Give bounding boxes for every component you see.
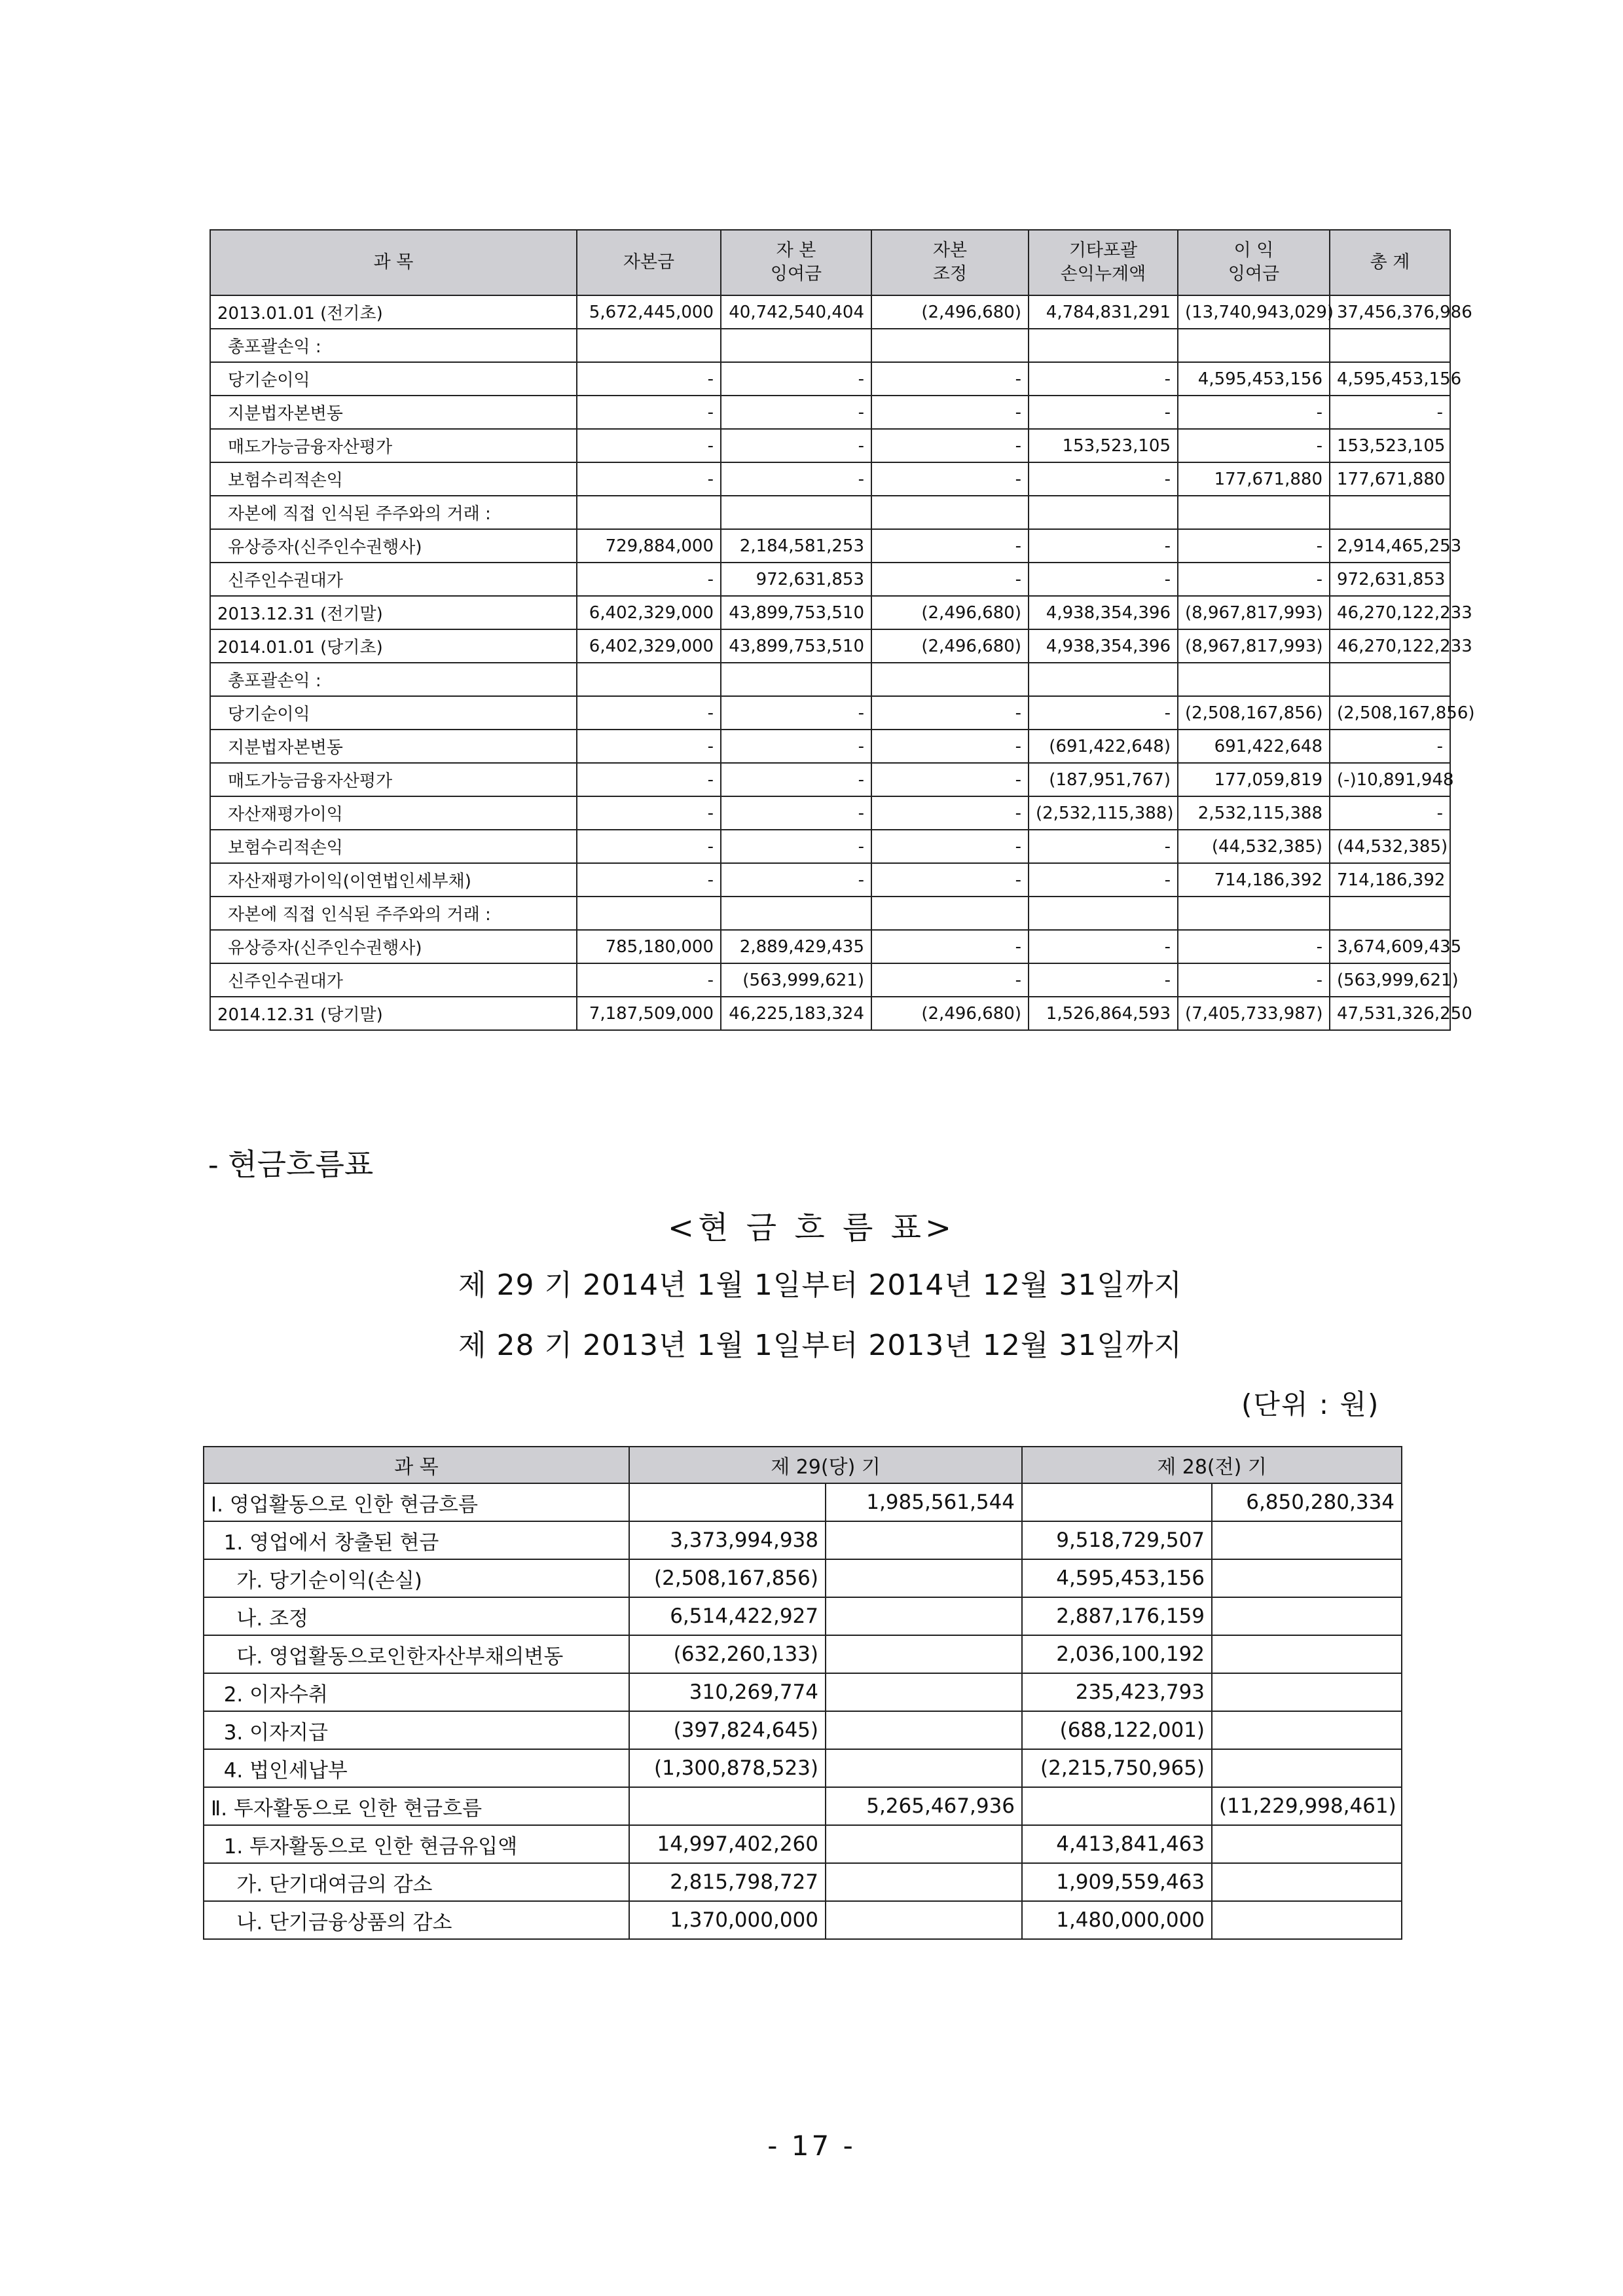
value-cell: -	[721, 362, 871, 396]
value-cell: 6,514,422,927	[629, 1597, 826, 1635]
value-cell	[1029, 897, 1178, 930]
value-cell	[629, 1787, 826, 1825]
value-cell: -	[577, 963, 721, 997]
value-cell: 177,671,880	[1178, 462, 1330, 496]
value-cell: (8,967,817,993)	[1178, 629, 1330, 663]
table-row	[210, 663, 1450, 696]
value-cell: -	[577, 696, 721, 730]
unit-label: (단위 : 원)	[1241, 1388, 1380, 1420]
value-cell: -	[871, 963, 1029, 997]
value-cell	[826, 1673, 1022, 1711]
row-label: 가. 당기순이익(손실)	[204, 1559, 629, 1597]
row-label: 자본에 직접 인식된 주주와의 거래 :	[210, 496, 577, 529]
row-label: 당기순이익	[210, 362, 577, 396]
value-cell: (688,122,001)	[1022, 1711, 1212, 1749]
value-cell: 3,373,994,938	[629, 1521, 826, 1559]
value-cell: -	[577, 563, 721, 596]
row-label: 2013.12.31 (전기말)	[210, 596, 577, 629]
equity-table-body	[210, 295, 1475, 1030]
value-cell: -	[1029, 462, 1178, 496]
value-cell: 1,370,000,000	[629, 1901, 826, 1939]
value-cell: 1,526,864,593	[1029, 997, 1178, 1030]
header-capital: 자본금	[577, 230, 721, 295]
value-cell	[826, 1559, 1022, 1597]
value-cell: -	[1029, 930, 1178, 963]
value-cell: -	[577, 396, 721, 429]
table-row	[204, 1787, 1402, 1825]
table-row	[204, 1749, 1402, 1787]
value-cell: (2,496,680)	[871, 997, 1029, 1030]
value-cell: -	[721, 396, 871, 429]
value-cell: -	[577, 763, 721, 796]
value-cell: 1,985,561,544	[826, 1483, 1022, 1521]
table-row	[204, 1825, 1402, 1863]
cf-header-current: 제 29(당) 기	[629, 1447, 1022, 1483]
value-cell	[826, 1863, 1022, 1901]
table-row	[210, 897, 1450, 930]
value-cell: -	[871, 529, 1029, 563]
value-cell: -	[1330, 396, 1450, 429]
section-heading: - 현금흐름표	[208, 1147, 374, 1182]
equity-header-row	[210, 230, 1450, 295]
value-cell: 177,671,880	[1330, 462, 1450, 496]
value-cell: (2,496,680)	[871, 629, 1029, 663]
table-row	[210, 730, 1450, 763]
table-row	[210, 329, 1450, 362]
value-cell: (563,999,621)	[1330, 963, 1450, 997]
value-cell: -	[1029, 830, 1178, 863]
value-cell: -	[577, 796, 721, 830]
table-row	[210, 796, 1450, 830]
value-cell	[629, 1483, 826, 1521]
value-cell	[826, 1635, 1022, 1673]
value-cell: (2,532,115,388)	[1029, 796, 1178, 830]
table-row	[210, 496, 1450, 529]
value-cell: 46,225,183,324	[721, 997, 871, 1030]
value-cell: -	[1029, 362, 1178, 396]
value-cell: (1,300,878,523)	[629, 1749, 826, 1787]
value-cell	[1212, 1597, 1402, 1635]
value-cell	[1330, 329, 1450, 362]
value-cell: 6,402,329,000	[577, 596, 721, 629]
value-cell: 1,480,000,000	[1022, 1901, 1212, 1939]
value-cell: 14,997,402,260	[629, 1825, 826, 1863]
table-row	[210, 629, 1450, 663]
value-cell	[1178, 663, 1330, 696]
value-cell: 4,595,453,156	[1178, 362, 1330, 396]
value-cell: -	[577, 830, 721, 863]
row-label: 나. 조정	[204, 1597, 629, 1635]
value-cell	[1029, 663, 1178, 696]
value-cell: 1,909,559,463	[1022, 1863, 1212, 1901]
table-row	[204, 1711, 1402, 1749]
value-cell: (397,824,645)	[629, 1711, 826, 1749]
value-cell: 714,186,392	[1178, 863, 1330, 897]
row-label: 지분법자본변동	[210, 730, 577, 763]
value-cell: -	[577, 362, 721, 396]
value-cell: -	[871, 763, 1029, 796]
value-cell	[577, 897, 721, 930]
page-number: - 17 -	[767, 2130, 856, 2162]
header-subject: 과 목	[210, 230, 577, 295]
row-label: 당기순이익	[210, 696, 577, 730]
value-cell: -	[871, 696, 1029, 730]
value-cell: 2,887,176,159	[1022, 1597, 1212, 1635]
value-cell: -	[871, 930, 1029, 963]
value-cell	[1029, 329, 1178, 362]
table-row	[210, 830, 1450, 863]
table-row	[210, 529, 1450, 563]
value-cell	[721, 329, 871, 362]
value-cell: -	[1330, 796, 1450, 830]
value-cell: -	[1029, 696, 1178, 730]
table-row	[204, 1521, 1402, 1559]
value-cell: 2,889,429,435	[721, 930, 871, 963]
value-cell: -	[871, 396, 1029, 429]
value-cell: 714,186,392	[1330, 863, 1450, 897]
row-label: 2014.01.01 (당기초)	[210, 629, 577, 663]
value-cell: (7,405,733,987)	[1178, 997, 1330, 1030]
value-cell: 3,674,609,435	[1330, 930, 1450, 963]
row-label: 총포괄손익 :	[210, 663, 577, 696]
value-cell: (2,496,680)	[871, 596, 1029, 629]
value-cell: 4,595,453,156	[1022, 1559, 1212, 1597]
value-cell: 6,402,329,000	[577, 629, 721, 663]
value-cell: 43,899,753,510	[721, 596, 871, 629]
value-cell: -	[1178, 429, 1330, 462]
value-cell	[577, 663, 721, 696]
table-row	[210, 930, 1450, 963]
row-label: 4. 법인세납부	[204, 1749, 629, 1787]
value-cell	[826, 1521, 1022, 1559]
value-cell: 4,938,354,396	[1029, 629, 1178, 663]
row-label: Ⅱ. 투자활동으로 인한 현금흐름	[204, 1787, 629, 1825]
value-cell: 2,036,100,192	[1022, 1635, 1212, 1673]
value-cell: -	[1029, 529, 1178, 563]
value-cell: 691,422,648	[1178, 730, 1330, 763]
value-cell: (13,740,943,029)	[1178, 295, 1330, 329]
value-cell: -	[721, 863, 871, 897]
value-cell: 2,532,115,388	[1178, 796, 1330, 830]
value-cell: 310,269,774	[629, 1673, 826, 1711]
value-cell: 4,784,831,291	[1029, 295, 1178, 329]
value-cell: 43,899,753,510	[721, 629, 871, 663]
table-row	[210, 997, 1450, 1030]
value-cell	[1212, 1673, 1402, 1711]
value-cell: 177,059,819	[1178, 763, 1330, 796]
header-capital-surplus: 자 본 잉여금	[721, 230, 871, 295]
value-cell: 2,815,798,727	[629, 1863, 826, 1901]
header-retained-earnings: 이 익 잉여금	[1178, 230, 1330, 295]
value-cell: 729,884,000	[577, 529, 721, 563]
value-cell	[1212, 1521, 1402, 1559]
value-cell: (2,508,167,856)	[1178, 696, 1330, 730]
value-cell	[1212, 1635, 1402, 1673]
value-cell: 2,914,465,253	[1330, 529, 1450, 563]
table-row	[204, 1673, 1402, 1711]
value-cell: -	[1029, 963, 1178, 997]
period-prior: 제 28 기 2013년 1월 1일부터 2013년 12월 31일까지	[458, 1329, 1182, 1362]
value-cell	[871, 897, 1029, 930]
value-cell: 5,672,445,000	[577, 295, 721, 329]
value-cell	[1178, 329, 1330, 362]
value-cell	[721, 496, 871, 529]
value-cell: 4,595,453,156	[1330, 362, 1450, 396]
value-cell: -	[1178, 529, 1330, 563]
table-row	[210, 863, 1450, 897]
period-current: 제 29 기 2014년 1월 1일부터 2014년 12월 31일까지	[458, 1268, 1182, 1302]
value-cell: -	[1178, 563, 1330, 596]
value-cell: -	[721, 830, 871, 863]
table-row	[210, 696, 1450, 730]
value-cell: (187,951,767)	[1029, 763, 1178, 796]
value-cell: 46,270,122,233	[1330, 596, 1450, 629]
value-cell: -	[871, 563, 1029, 596]
value-cell	[1022, 1483, 1212, 1521]
value-cell: -	[721, 696, 871, 730]
value-cell: -	[871, 863, 1029, 897]
value-cell	[1330, 496, 1450, 529]
table-row	[210, 362, 1450, 396]
row-label: 매도가능금융자산평가	[210, 763, 577, 796]
row-label: 다. 영업활동으로인한자산부채의변동	[204, 1635, 629, 1673]
value-cell: (2,215,750,965)	[1022, 1749, 1212, 1787]
row-label: 보험수리적손익	[210, 830, 577, 863]
table-row	[210, 429, 1450, 462]
value-cell: (-)10,891,948	[1330, 763, 1450, 796]
value-cell	[1212, 1711, 1402, 1749]
table-row	[204, 1483, 1402, 1521]
value-cell: 972,631,853	[721, 563, 871, 596]
table-row	[210, 396, 1450, 429]
row-label: 지분법자본변동	[210, 396, 577, 429]
value-cell: (44,532,385)	[1330, 830, 1450, 863]
row-label: 자본에 직접 인식된 주주와의 거래 :	[210, 897, 577, 930]
value-cell: -	[871, 362, 1029, 396]
value-cell	[871, 329, 1029, 362]
value-cell	[1212, 1825, 1402, 1863]
value-cell: -	[1029, 563, 1178, 596]
row-label: 자산재평가이익(이연법인세부채)	[210, 863, 577, 897]
value-cell	[826, 1749, 1022, 1787]
table-row	[210, 295, 1450, 329]
value-cell: (2,508,167,856)	[629, 1559, 826, 1597]
row-label: 총포괄손익 :	[210, 329, 577, 362]
header-capital-adjustment: 자본 조정	[871, 230, 1029, 295]
value-cell	[1330, 897, 1450, 930]
value-cell: -	[1029, 863, 1178, 897]
value-cell	[1029, 496, 1178, 529]
value-cell: -	[871, 730, 1029, 763]
value-cell: -	[721, 462, 871, 496]
value-cell: 6,850,280,334	[1212, 1483, 1402, 1521]
table-row	[204, 1559, 1402, 1597]
row-label: 자산재평가이익	[210, 796, 577, 830]
row-label: 신주인수권대가	[210, 963, 577, 997]
value-cell	[871, 496, 1029, 529]
value-cell	[826, 1825, 1022, 1863]
table-row	[204, 1597, 1402, 1635]
header-oci: 기타포괄 손익누계액	[1029, 230, 1178, 295]
value-cell	[721, 663, 871, 696]
value-cell: 7,187,509,000	[577, 997, 721, 1030]
value-cell	[1212, 1863, 1402, 1901]
table-row	[204, 1635, 1402, 1673]
table-row	[210, 963, 1450, 997]
value-cell	[1178, 496, 1330, 529]
value-cell: 9,518,729,507	[1022, 1521, 1212, 1559]
value-cell: -	[721, 730, 871, 763]
header-total: 총 계	[1330, 230, 1450, 295]
table-row	[204, 1863, 1402, 1901]
value-cell: 235,423,793	[1022, 1673, 1212, 1711]
table-row	[204, 1901, 1402, 1939]
value-cell	[721, 897, 871, 930]
value-cell: 153,523,105	[1330, 429, 1450, 462]
value-cell	[1330, 663, 1450, 696]
value-cell: -	[577, 429, 721, 462]
value-cell: (691,422,648)	[1029, 730, 1178, 763]
value-cell	[871, 663, 1029, 696]
value-cell: -	[577, 462, 721, 496]
row-label: 매도가능금융자산평가	[210, 429, 577, 462]
value-cell: (2,508,167,856)	[1330, 696, 1450, 730]
row-label: 1. 투자활동으로 인한 현금유입액	[204, 1825, 629, 1863]
value-cell: 153,523,105	[1029, 429, 1178, 462]
value-cell: 4,938,354,396	[1029, 596, 1178, 629]
row-label: 유상증자(신주인수권행사)	[210, 529, 577, 563]
value-cell: (632,260,133)	[629, 1635, 826, 1673]
cf-header-subject: 과 목	[204, 1447, 629, 1483]
table-row	[210, 563, 1450, 596]
value-cell: -	[1029, 396, 1178, 429]
value-cell: 5,265,467,936	[826, 1787, 1022, 1825]
value-cell: 972,631,853	[1330, 563, 1450, 596]
value-cell: 40,742,540,404	[721, 295, 871, 329]
value-cell: 46,270,122,233	[1330, 629, 1450, 663]
value-cell	[1178, 897, 1330, 930]
cf-header-row	[204, 1447, 1402, 1483]
value-cell	[577, 496, 721, 529]
value-cell: 785,180,000	[577, 930, 721, 963]
value-cell: 2,184,581,253	[721, 529, 871, 563]
value-cell: 37,456,376,986	[1330, 295, 1450, 329]
cf-header-prior: 제 28(전) 기	[1022, 1447, 1402, 1483]
table-row	[210, 462, 1450, 496]
cash-flow-table-body	[204, 1483, 1402, 1939]
value-cell	[1022, 1787, 1212, 1825]
value-cell: -	[1178, 930, 1330, 963]
row-label: 1. 영업에서 창출된 현금	[204, 1521, 629, 1559]
value-cell	[1212, 1749, 1402, 1787]
value-cell	[826, 1901, 1022, 1939]
row-label: 2013.01.01 (전기초)	[210, 295, 577, 329]
row-label: 신주인수권대가	[210, 563, 577, 596]
value-cell: (8,967,817,993)	[1178, 596, 1330, 629]
row-label: 2. 이자수취	[204, 1673, 629, 1711]
value-cell: (44,532,385)	[1178, 830, 1330, 863]
value-cell: (563,999,621)	[721, 963, 871, 997]
value-cell: -	[871, 429, 1029, 462]
value-cell	[1212, 1559, 1402, 1597]
value-cell: -	[577, 730, 721, 763]
cash-flow-table	[203, 1446, 1402, 1940]
value-cell	[826, 1711, 1022, 1749]
equity-changes-table	[210, 229, 1475, 1031]
row-label: 유상증자(신주인수권행사)	[210, 930, 577, 963]
value-cell: -	[1330, 730, 1450, 763]
row-label: 가. 단기대여금의 감소	[204, 1863, 629, 1901]
value-cell	[577, 329, 721, 362]
row-label: 보험수리적손익	[210, 462, 577, 496]
row-label: 2014.12.31 (당기말)	[210, 997, 577, 1030]
value-cell: -	[871, 796, 1029, 830]
row-label: 나. 단기금융상품의 감소	[204, 1901, 629, 1939]
value-cell: -	[1178, 396, 1330, 429]
table-row	[210, 763, 1450, 796]
row-label: Ⅰ. 영업활동으로 인한 현금흐름	[204, 1483, 629, 1521]
table-row	[210, 596, 1450, 629]
value-cell: -	[721, 763, 871, 796]
value-cell: -	[721, 429, 871, 462]
value-cell: -	[577, 863, 721, 897]
value-cell: (2,496,680)	[871, 295, 1029, 329]
value-cell: (11,229,998,461)	[1212, 1787, 1402, 1825]
value-cell: -	[721, 796, 871, 830]
value-cell: -	[871, 830, 1029, 863]
cash-flow-title: <현 금 흐 름 표>	[667, 1210, 956, 1246]
value-cell: 4,413,841,463	[1022, 1825, 1212, 1863]
row-label: 3. 이자지급	[204, 1711, 629, 1749]
value-cell: 47,531,326,250	[1330, 997, 1450, 1030]
value-cell: -	[1178, 963, 1330, 997]
value-cell	[1212, 1901, 1402, 1939]
value-cell: -	[871, 462, 1029, 496]
value-cell	[826, 1597, 1022, 1635]
